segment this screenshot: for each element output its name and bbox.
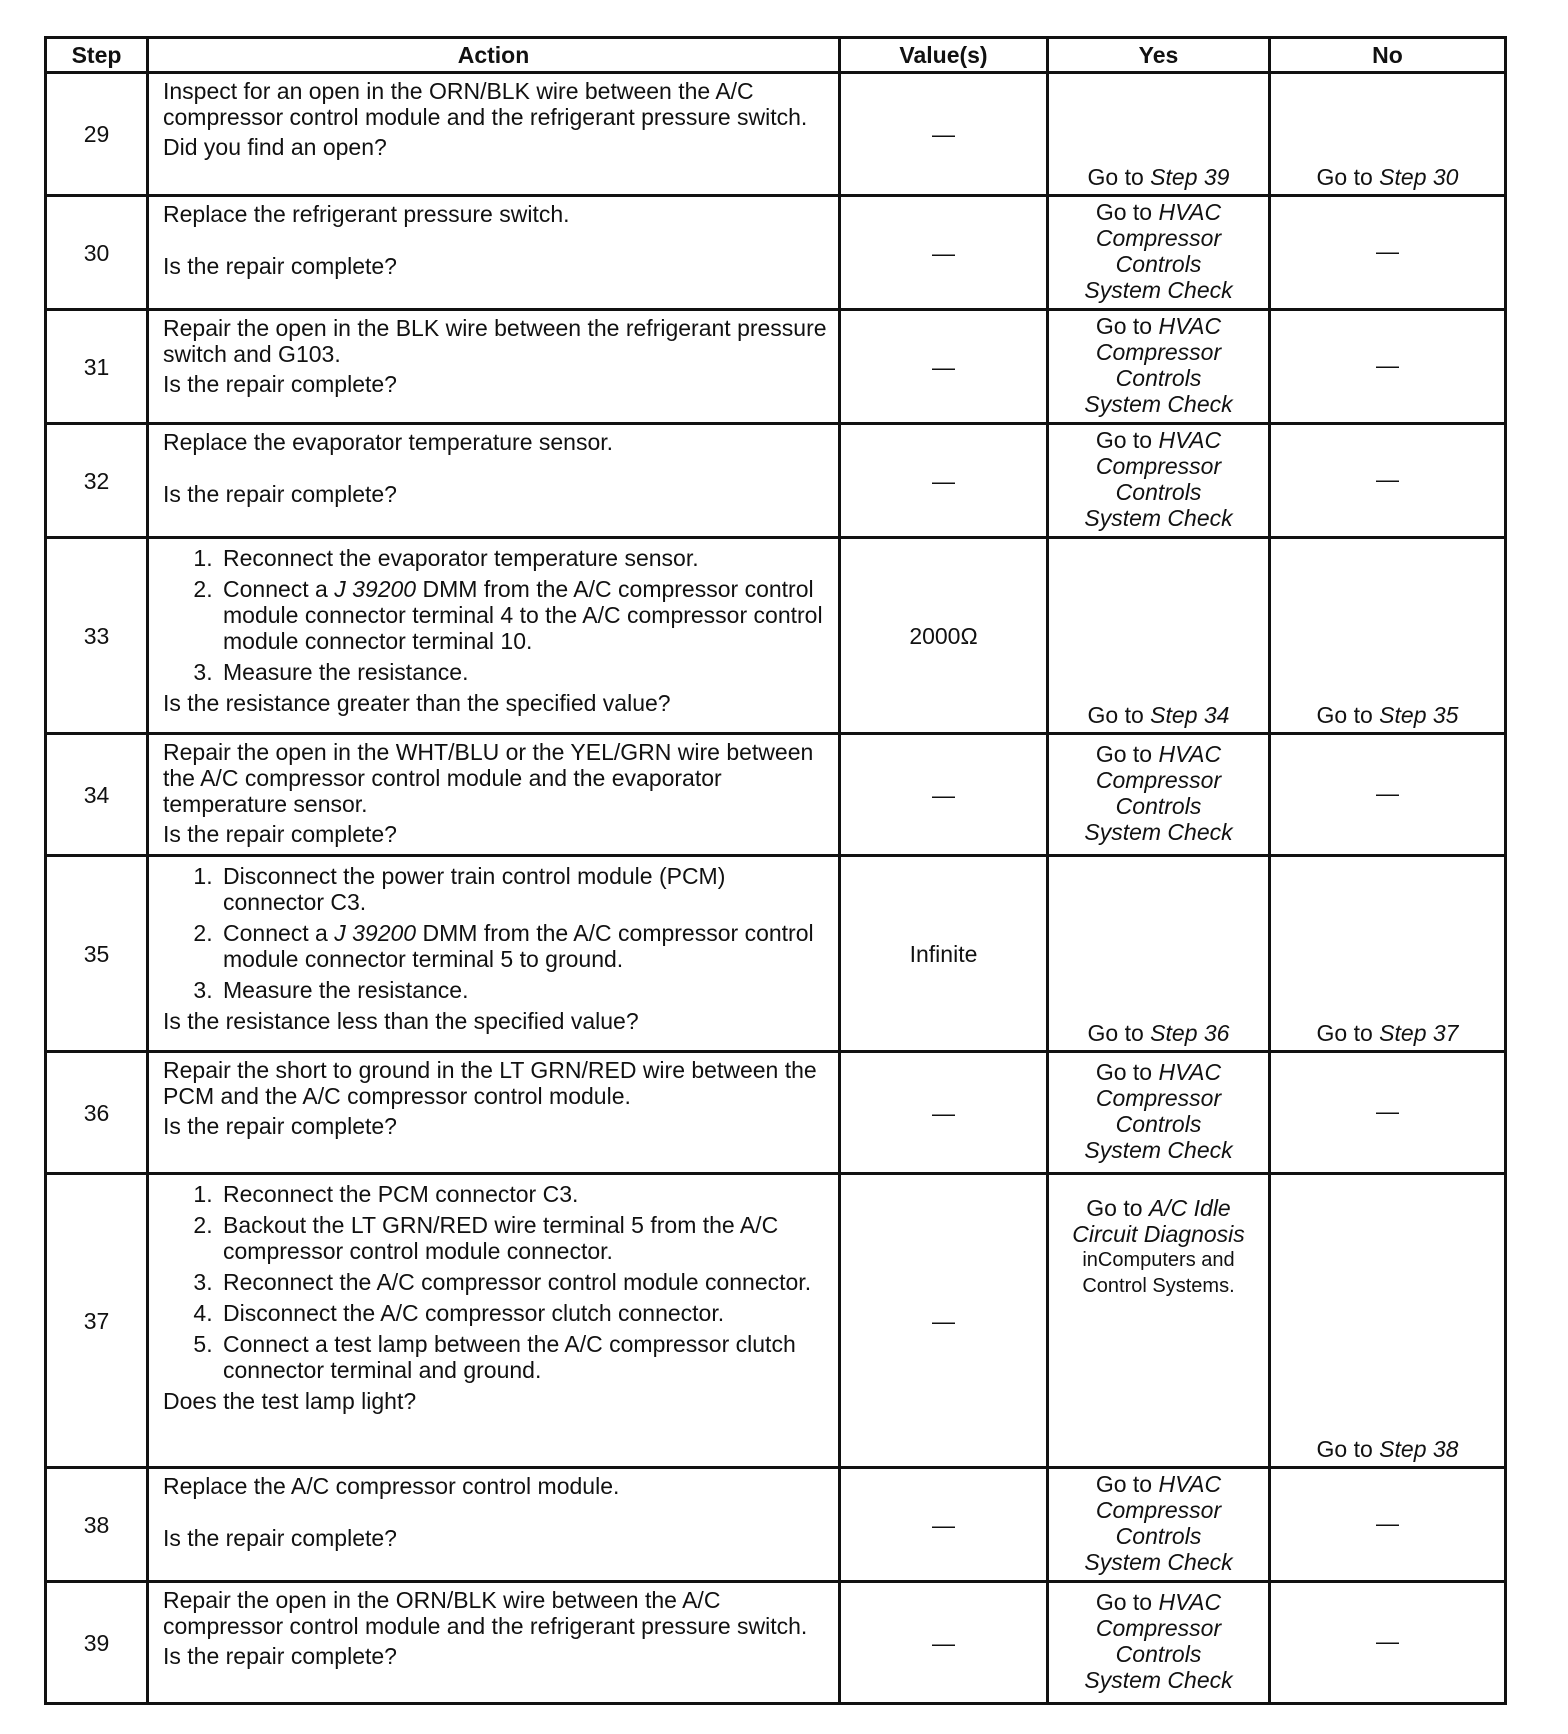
value-cell: — [840,734,1048,856]
yes-prefix: Go to [1095,1470,1159,1497]
action-cell [148,424,840,538]
yes-prefix: Go to [1095,426,1159,453]
value-cell: — [840,424,1048,538]
action-question: Is the repair complete? [163,1113,397,1139]
no-cell: — [1270,1582,1506,1704]
yes-link-line[interactable]: System Check [1084,1548,1233,1575]
no-cell[interactable] [1270,73,1506,196]
action-cell [148,1174,840,1468]
yes-link-line[interactable]: Controls [1115,1110,1202,1137]
no-prefix: Go to [1316,1020,1380,1046]
header-action: Action [148,38,840,73]
table-row [46,734,1506,856]
tool-name: J 39200 [334,576,417,602]
value-cell: — [840,73,1048,196]
list-item: 3. Measure the resistance. [219,977,828,1003]
value-cell: — [840,1468,1048,1582]
no-prefix: Go to [1316,702,1380,728]
yes-link-line[interactable]: Controls [1115,1640,1202,1667]
list-item: 2. Backout the LT GRN/RED wire terminal 5 from the A/C compressor control module connector. [219,1212,828,1264]
yes-link-line[interactable]: System Check [1084,390,1233,417]
yes-cell[interactable] [1048,538,1270,734]
no-cell: — [1270,196,1506,310]
table-row [46,1174,1506,1468]
step-number: 31 [46,310,148,424]
step-number: 34 [46,734,148,856]
yes-link-line[interactable]: Compressor [1095,766,1222,793]
yes-link-line[interactable]: System Check [1084,1666,1233,1693]
yes-prefix: Go to [1095,740,1159,767]
table-row [46,856,1506,1052]
action-question: Is the repair complete? [163,821,397,847]
yes-prefix: Go to [1086,1195,1149,1221]
table-row [46,73,1506,196]
no-prefix: Go to [1316,1436,1380,1462]
yes-cell[interactable] [1048,73,1270,196]
yes-link-line[interactable]: Controls [1115,792,1202,819]
yes-cell[interactable] [1048,424,1270,538]
action-cell [148,734,840,856]
yes-link-line[interactable]: Compressor [1095,452,1222,479]
step-number: 33 [46,538,148,734]
yes-link-line[interactable]: System Check [1084,276,1233,303]
yes-link[interactable]: A/C Idle [1148,1195,1231,1221]
yes-prefix: Go to [1087,1020,1151,1046]
list-item: 1. Disconnect the power train control module (PCM) connector C3. [219,863,828,915]
yes-link-line[interactable]: Compressor [1095,1496,1222,1523]
no-cell: — [1270,734,1506,856]
yes-cell[interactable] [1048,1174,1270,1468]
list-item: 1. Reconnect the evaporator temperature sensor. [219,545,828,571]
no-link[interactable]: Step 38 [1379,1436,1459,1462]
no-cell: — [1270,424,1506,538]
yes-cell[interactable] [1048,1052,1270,1174]
action-cell [148,1052,840,1174]
yes-link[interactable]: HVAC [1158,740,1222,767]
diagnostic-table [44,36,1507,1705]
yes-prefix: Go to [1095,1058,1159,1085]
table-row [46,538,1506,734]
yes-link[interactable]: Step 34 [1150,702,1230,728]
yes-link-line[interactable]: Controls [1115,1522,1202,1549]
yes-link[interactable]: HVAC [1158,1588,1222,1615]
yes-prefix: Go to [1095,1588,1159,1615]
header-no: No [1270,38,1506,73]
no-cell: — [1270,1468,1506,1582]
no-cell: — [1270,1052,1506,1174]
table-row [46,1582,1506,1704]
list-item: 2. Connect a J 39200 DMM from the A/C compressor control module connector terminal 4 to the A/C compressor control module connector terminal 10. [219,576,828,654]
action-question: Is the repair complete? [163,1525,397,1551]
action-text: Repair the open in the ORN/BLK wire between the A/C compressor control module and the refrigerant pressure switch. [163,1587,808,1639]
list-item: 4. Disconnect the A/C compressor clutch connector. [219,1300,828,1326]
yes-link[interactable]: HVAC [1158,198,1222,225]
action-question: Is the repair complete? [163,253,397,279]
action-text: Repair the short to ground in the LT GRN/RED wire between the PCM and the A/C compressor control module. [163,1057,817,1109]
yes-link[interactable]: HVAC [1158,1058,1222,1085]
step-number: 30 [46,196,148,310]
action-cell [148,196,840,310]
action-question: Is the repair complete? [163,371,397,397]
yes-link-line[interactable]: Controls [1115,364,1202,391]
yes-link-line[interactable]: Compressor [1095,1084,1222,1111]
yes-prefix: Go to [1087,164,1151,190]
action-list [163,1181,828,1383]
action-text: Replace the refrigerant pressure switch. [163,201,570,227]
action-text: Replace the evaporator temperature sensor. [163,429,614,455]
value-cell: Infinite [840,856,1048,1052]
no-cell[interactable] [1270,1174,1506,1468]
no-cell: — [1270,310,1506,424]
value-cell: — [840,1052,1048,1174]
yes-cell[interactable] [1048,1468,1270,1582]
step-number: 29 [46,73,148,196]
yes-note: Control Systems. [1082,1275,1235,1297]
action-text: Repair the open in the BLK wire between the refrigerant pressure switch and G103. [163,315,827,367]
list-item: 2. Connect a J 39200 DMM from the A/C compressor control module connector terminal 5 to ground. [219,920,828,972]
action-question: Is the resistance less than the specified value? [163,1008,639,1034]
action-question: Is the resistance greater than the specified value? [163,690,671,716]
yes-link[interactable]: Step 36 [1150,1020,1230,1046]
table-row [46,310,1506,424]
list-item: 3. Measure the resistance. [219,659,828,685]
yes-cell[interactable] [1048,196,1270,310]
action-cell [148,1582,840,1704]
table-row [46,424,1506,538]
no-prefix: Go to [1316,164,1380,190]
no-link[interactable]: Step 30 [1379,164,1459,190]
value-cell: 2000Ω [840,538,1048,734]
value-cell: — [840,310,1048,424]
value-cell: — [840,196,1048,310]
action-cell [148,856,840,1052]
tool-name: J 39200 [334,920,417,946]
yes-link-line[interactable]: Compressor [1095,224,1222,251]
yes-note: in [1082,1249,1098,1271]
step-number: 39 [46,1582,148,1704]
yes-link[interactable]: Step 39 [1150,164,1230,190]
yes-prefix: Go to [1095,312,1159,339]
yes-note: Computers and [1097,1249,1235,1271]
value-cell: — [840,1582,1048,1704]
step-number: 38 [46,1468,148,1582]
no-cell[interactable] [1270,538,1506,734]
list-item: 5. Connect a test lamp between the A/C compressor clutch connector terminal and ground. [219,1331,828,1383]
action-cell [148,310,840,424]
header-row [46,38,1506,73]
list-item: 1. Reconnect the PCM connector C3. [219,1181,828,1207]
yes-link[interactable]: HVAC [1158,426,1222,453]
no-cell[interactable] [1270,856,1506,1052]
yes-cell[interactable] [1048,310,1270,424]
step-number: 32 [46,424,148,538]
yes-link-line[interactable]: Controls [1115,478,1202,505]
action-question: Does the test lamp light? [163,1388,417,1414]
action-cell [148,538,840,734]
action-cell [148,1468,840,1582]
step-number: 36 [46,1052,148,1174]
header-step: Step [46,38,148,73]
yes-link-line[interactable]: System Check [1084,504,1233,531]
header-values: Value(s) [840,38,1048,73]
yes-link-line[interactable]: Compressor [1095,338,1222,365]
no-link[interactable]: Step 35 [1379,702,1459,728]
action-question: Is the repair complete? [163,481,397,507]
list-item: 3. Reconnect the A/C compressor control module connector. [219,1269,828,1295]
yes-link-line[interactable]: Compressor [1095,1614,1222,1641]
action-question: Is the repair complete? [163,1643,397,1669]
value-cell: — [840,1174,1048,1468]
yes-link-line[interactable]: System Check [1084,1136,1233,1163]
yes-link-line[interactable]: System Check [1084,818,1233,845]
yes-cell[interactable] [1048,856,1270,1052]
action-list [163,863,828,1003]
header-yes: Yes [1048,38,1270,73]
action-text: Replace the A/C compressor control module. [163,1473,620,1499]
action-text: Repair the open in the WHT/BLU or the YEL/GRN wire between the A/C compressor control module and the evaporator temperature sensor. [163,739,814,817]
yes-link[interactable]: HVAC [1158,312,1222,339]
table-row [46,196,1506,310]
action-text: Inspect for an open in the ORN/BLK wire between the A/C compressor control module and the refrigerant pressure switch. [163,78,808,130]
yes-link[interactable]: HVAC [1158,1470,1222,1497]
yes-link-line[interactable]: Circuit Diagnosis [1072,1221,1245,1247]
yes-link-line[interactable]: Controls [1115,250,1202,277]
no-link[interactable]: Step 37 [1379,1020,1459,1046]
action-list [163,545,828,685]
yes-prefix: Go to [1087,702,1151,728]
table-row [46,1052,1506,1174]
action-question: Did you find an open? [163,134,387,160]
yes-cell[interactable] [1048,1582,1270,1704]
step-number: 37 [46,1174,148,1468]
table-row [46,1468,1506,1582]
yes-cell[interactable] [1048,734,1270,856]
yes-prefix: Go to [1095,198,1159,225]
step-number: 35 [46,856,148,1052]
action-cell [148,73,840,196]
